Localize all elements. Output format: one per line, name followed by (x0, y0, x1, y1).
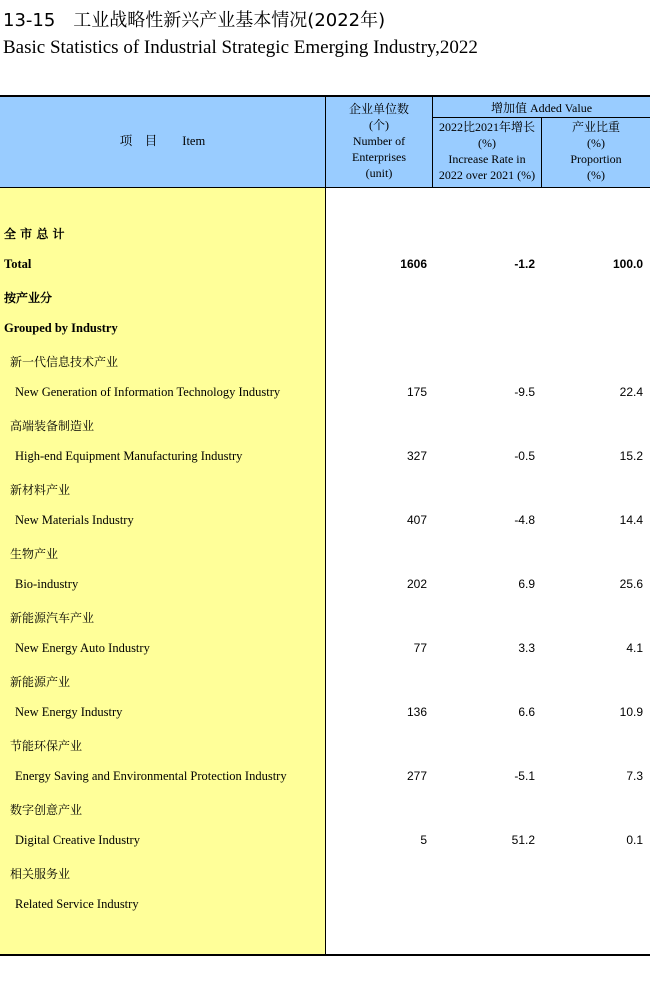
proportion-value: 7.3 (626, 769, 643, 783)
proportion-value: 15.2 (619, 449, 643, 463)
enterprises-value: 1606 (400, 257, 427, 271)
table-row (0, 641, 650, 661)
row-label: High-end Equipment Manufacturing Industry (15, 449, 243, 463)
table-title-cn: 13-15 工业战略性新兴产业基本情况(2022年) (3, 10, 386, 31)
row-label: 生物产业 (10, 547, 59, 561)
header-added-value: 增加值 Added Value (490, 101, 593, 115)
table-row (0, 353, 650, 373)
header-enterprises-cn: 企业单位数 (348, 102, 409, 116)
proportion-value: 22.4 (619, 385, 643, 399)
proportion-value: 10.9 (619, 705, 643, 719)
table-row (0, 481, 650, 501)
header-prop-cn: 产业比重 (571, 120, 620, 134)
proportion-value: 0.1 (626, 833, 643, 847)
row-label: 新能源产业 (10, 675, 71, 689)
table-row (0, 417, 650, 437)
row-label: 全 市 总 计 (4, 227, 65, 241)
row-label: 按产业分 (4, 291, 53, 305)
row-label: 数字创意产业 (10, 803, 83, 817)
row-label: Grouped by Industry (4, 321, 118, 335)
enterprises-value: 277 (406, 769, 427, 783)
table-row (0, 449, 650, 469)
table-row (0, 513, 650, 533)
enterprises-value: 202 (406, 577, 427, 591)
header-rate (433, 119, 541, 183)
table-row (0, 321, 650, 341)
table-row (0, 705, 650, 725)
table-header (0, 97, 650, 188)
table-row (0, 769, 650, 789)
table-row (0, 385, 650, 405)
header-prop-pct: (%) (587, 136, 605, 150)
enterprises-value: 175 (406, 385, 427, 399)
table-row (0, 289, 650, 309)
table-row (0, 833, 650, 853)
enterprises-value: 327 (406, 449, 427, 463)
header-enterprises-en2: Enterprises (352, 150, 406, 164)
table-row (0, 609, 650, 629)
header-rate-en1: Increase Rate in (448, 152, 526, 166)
row-label: New Energy Auto Industry (15, 641, 150, 655)
rate-value: -9.5 (514, 385, 535, 399)
rate-value: -5.1 (514, 769, 535, 783)
row-label: Energy Saving and Environmental Protection Industry (15, 769, 287, 783)
rate-value: 3.3 (518, 641, 535, 655)
row-label: Related Service Industry (15, 897, 139, 911)
row-label: Total (4, 257, 32, 271)
header-rate-cn: 2022比2021年增长 (438, 120, 535, 134)
header-enterprises-unit-en: (unit) (365, 166, 393, 180)
header-proportion (542, 119, 650, 183)
table-title-en: Basic Statistics of Industrial Strategic Emerging Industry,2022 (3, 37, 478, 58)
enterprises-value: 77 (413, 641, 427, 655)
row-label: New Materials Industry (15, 513, 134, 527)
header-rate-pct: (%) (478, 136, 496, 150)
row-label: 相关服务业 (10, 867, 71, 881)
header-rate-en2: 2022 over 2021 (%) (438, 168, 536, 182)
rate-value: -1.2 (514, 257, 535, 271)
table-row (0, 673, 650, 693)
table-row (0, 577, 650, 597)
rate-value: 6.9 (518, 577, 535, 591)
row-label: 新材料产业 (10, 483, 71, 497)
row-label: Bio-industry (15, 577, 79, 591)
table-bottom-rule (0, 954, 650, 956)
table-row (0, 897, 650, 917)
header-enterprises (326, 101, 432, 181)
table-row (0, 737, 650, 757)
row-label: 节能环保产业 (10, 739, 83, 753)
rate-value: -0.5 (514, 449, 535, 463)
table-row (0, 545, 650, 565)
header-enterprises-en1: Number of (352, 134, 406, 148)
table-row (0, 257, 650, 277)
row-label: 新能源汽车产业 (10, 611, 95, 625)
row-label: Digital Creative Industry (15, 833, 140, 847)
row-label: New Generation of Information Technology Industry (15, 385, 281, 399)
header-prop-en: Proportion (570, 152, 622, 166)
row-label: New Energy Industry (15, 705, 123, 719)
proportion-value: 100.0 (612, 257, 643, 271)
rate-value: -4.8 (514, 513, 535, 527)
table-row (0, 801, 650, 821)
header-prop-pct2: (%) (587, 168, 605, 182)
enterprises-value: 407 (406, 513, 427, 527)
rate-value: 6.6 (518, 705, 535, 719)
enterprises-value: 136 (406, 705, 427, 719)
row-label: 新一代信息技术产业 (10, 355, 119, 369)
statistics-table (0, 95, 650, 956)
row-label: 高端装备制造业 (10, 419, 95, 433)
proportion-value: 4.1 (626, 641, 643, 655)
rate-value: 51.2 (511, 833, 535, 847)
table-row (0, 225, 650, 245)
enterprises-value: 5 (420, 833, 427, 847)
header-item: 项 目 Item (119, 134, 206, 148)
header-enterprises-unit-cn: (个) (369, 118, 389, 132)
proportion-value: 25.6 (619, 577, 643, 591)
table-row (0, 865, 650, 885)
proportion-value: 14.4 (619, 513, 643, 527)
